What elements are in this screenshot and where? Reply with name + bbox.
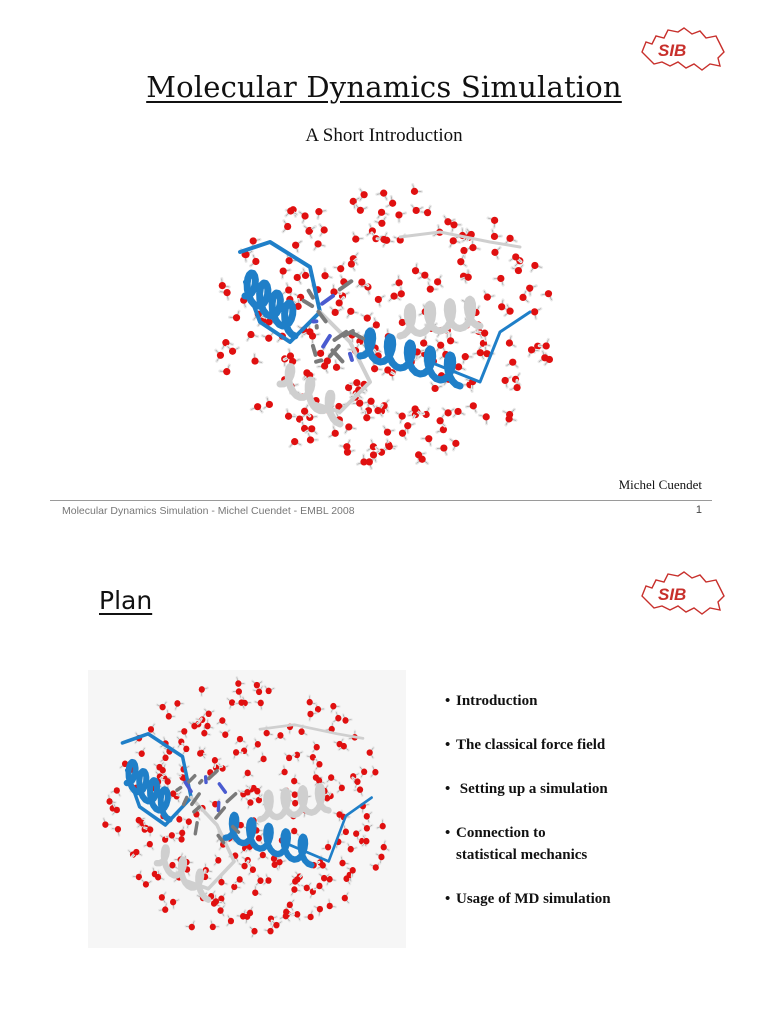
alpha-helix [400, 299, 480, 336]
water-molecule [434, 276, 442, 287]
water-molecule [279, 766, 288, 776]
water-molecule [333, 712, 341, 722]
water-molecule [236, 736, 246, 744]
water-molecule [320, 225, 328, 236]
water-molecule [491, 248, 500, 259]
water-molecule [307, 433, 318, 443]
water-molecule [484, 291, 494, 301]
water-molecule [362, 836, 369, 846]
water-molecule [283, 283, 293, 293]
sidechain-stick [304, 301, 312, 306]
water-molecule [348, 844, 357, 853]
water-molecule [377, 820, 386, 830]
water-molecule [258, 852, 268, 860]
sidechain-stick [322, 296, 333, 304]
water-molecule [251, 403, 262, 412]
water-molecule [329, 427, 339, 437]
water-molecule [174, 700, 183, 709]
water-molecule [233, 749, 242, 758]
water-molecule [133, 871, 142, 880]
water-molecule [364, 812, 372, 822]
water-molecule [111, 787, 120, 796]
water-molecule [347, 308, 357, 318]
water-molecule [314, 906, 323, 916]
water-molecule [246, 798, 254, 808]
sidechain-stick [227, 794, 235, 802]
plan-bullet: • Setting up a simulation [445, 781, 608, 797]
plan-bullet: • Usage of MD simulation [445, 891, 611, 907]
water-molecule [327, 774, 337, 782]
slide-subtitle: A Short Introduction [305, 125, 463, 146]
water-molecule [292, 241, 301, 252]
protein-water-image [200, 172, 570, 477]
water-molecule [294, 752, 302, 762]
water-molecule [510, 253, 521, 261]
sidechain-stick [316, 360, 321, 361]
water-molecule [531, 262, 541, 272]
water-molecule [256, 875, 263, 885]
sidechain-stick [177, 788, 181, 790]
sidechain-stick [350, 354, 352, 360]
water-molecule [186, 921, 195, 930]
water-molecule [136, 748, 145, 757]
water-molecule [314, 883, 324, 891]
sidechain-stick [200, 781, 202, 783]
water-molecule [334, 811, 343, 821]
water-molecule [326, 876, 335, 885]
water-molecule [542, 290, 552, 300]
water-molecule [370, 863, 379, 871]
water-molecule [239, 861, 248, 869]
water-molecule [255, 700, 264, 710]
water-molecule [227, 699, 235, 709]
water-molecule [166, 710, 175, 719]
plan-bullet: • Introduction [445, 693, 538, 709]
water-molecule [318, 362, 329, 372]
page-number: 1 [695, 504, 702, 516]
water-molecule [220, 289, 231, 300]
water-molecule [216, 350, 224, 361]
water-molecule [228, 346, 239, 354]
water-molecule [233, 688, 242, 697]
water-molecule [199, 686, 208, 696]
footer-text: Molecular Dynamics Simulation - Michel Cuendet - EMBL 2008 [62, 505, 355, 517]
water-molecule [258, 753, 266, 762]
water-molecule [334, 263, 344, 273]
water-molecule [284, 349, 294, 359]
water-molecule [450, 221, 461, 231]
water-molecule [466, 402, 477, 412]
sidechain-stick [185, 782, 191, 791]
water-molecule [262, 333, 273, 342]
water-molecule [360, 767, 367, 777]
water-molecule [356, 205, 367, 214]
water-molecule [330, 307, 341, 316]
water-molecule [290, 438, 301, 447]
alpha-helix [360, 331, 460, 386]
water-molecule [381, 841, 389, 850]
water-molecule [314, 240, 325, 249]
sib-logo-text: SIB [658, 585, 687, 604]
water-molecule [307, 696, 316, 706]
water-molecule [236, 699, 245, 708]
water-molecule [217, 717, 227, 725]
water-molecule [342, 893, 349, 903]
water-molecule [519, 291, 528, 302]
water-molecule [183, 744, 190, 754]
water-molecule [170, 899, 179, 909]
water-molecule [539, 351, 548, 362]
water-molecule [450, 237, 460, 247]
water-molecule [436, 415, 444, 426]
water-molecule [526, 285, 536, 296]
water-molecule [321, 269, 331, 280]
water-molecule [205, 709, 214, 717]
water-molecule [371, 767, 379, 777]
water-molecule [370, 318, 380, 328]
water-molecule [256, 833, 263, 843]
water-molecule [102, 818, 111, 827]
sidechain-stick [195, 823, 197, 834]
water-molecule [336, 298, 344, 309]
water-molecule [132, 849, 142, 857]
water-molecule [363, 824, 373, 832]
water-molecule [437, 444, 448, 454]
water-molecule [291, 775, 299, 785]
water-molecule [345, 423, 355, 433]
water-molecule [322, 841, 331, 851]
water-molecule [469, 241, 479, 252]
water-molecule [305, 911, 314, 920]
water-molecule [450, 439, 459, 450]
water-molecule [112, 826, 121, 836]
water-molecule [348, 259, 357, 270]
water-molecule [360, 189, 368, 200]
water-molecule [249, 864, 256, 874]
water-molecule [299, 212, 308, 223]
protein-water-image [88, 670, 406, 948]
sib-logo [636, 566, 728, 618]
water-molecule [235, 677, 244, 686]
water-molecule [250, 927, 258, 937]
water-molecule [251, 354, 261, 365]
water-molecule [231, 884, 240, 893]
water-molecule [276, 732, 286, 739]
water-molecule [230, 311, 241, 321]
water-molecule [340, 440, 351, 450]
water-molecule [280, 267, 291, 278]
water-molecule [506, 336, 516, 346]
water-molecule [505, 235, 516, 244]
water-molecule [210, 921, 219, 930]
water-molecule [307, 711, 316, 721]
water-molecule [265, 925, 274, 934]
water-molecule [431, 383, 442, 392]
water-molecule [204, 720, 213, 730]
water-molecule [247, 331, 257, 341]
water-molecule [512, 265, 523, 274]
water-molecule [283, 221, 291, 232]
water-molecule [376, 854, 384, 864]
water-molecule [462, 353, 473, 363]
water-molecule [214, 855, 221, 865]
water-molecule [420, 336, 430, 346]
water-molecule [252, 886, 261, 896]
water-molecule [503, 409, 514, 418]
water-molecule [377, 233, 388, 243]
water-molecule [367, 748, 374, 758]
water-molecule [393, 276, 403, 287]
sidechain-stick [309, 291, 313, 298]
plan-bullet: • Connection to statistical mechanics [445, 825, 588, 863]
water-molecule [395, 211, 405, 222]
water-molecule [502, 377, 512, 387]
water-molecule [264, 875, 272, 885]
water-molecule [353, 830, 361, 840]
water-molecule [327, 900, 336, 910]
sidechain-stick [323, 336, 330, 347]
water-molecule [144, 841, 153, 850]
water-molecule [265, 686, 274, 694]
sib-logo-text: SIB [658, 41, 687, 60]
water-molecule [219, 279, 229, 290]
water-molecule [491, 230, 502, 240]
water-molecule [178, 728, 187, 737]
water-molecule [384, 426, 395, 435]
water-molecule [361, 313, 372, 322]
sidechain-stick [332, 350, 342, 361]
water-molecule [227, 916, 234, 926]
water-molecule [176, 827, 185, 837]
water-molecule [217, 906, 224, 916]
water-molecule [422, 435, 433, 445]
water-molecule [264, 398, 273, 409]
protein-loop [260, 725, 363, 739]
water-molecule [291, 886, 300, 895]
water-molecule [339, 857, 348, 867]
sib-logo [636, 22, 728, 74]
water-molecule [316, 759, 323, 769]
plan-bullet-list [445, 690, 745, 932]
water-molecule [254, 739, 261, 749]
footer-divider [50, 500, 712, 501]
water-molecule [386, 196, 396, 206]
water-molecule [250, 255, 259, 266]
water-molecule [243, 770, 253, 778]
water-molecule [357, 455, 367, 466]
water-molecule [294, 272, 302, 283]
water-molecule [399, 428, 407, 439]
water-molecule [411, 185, 422, 195]
plan-title: Plan [99, 586, 153, 615]
water-molecule [479, 413, 489, 424]
water-molecule [237, 910, 246, 919]
water-molecule [220, 365, 231, 375]
water-molecule [412, 264, 422, 274]
water-molecule [220, 730, 229, 738]
sidechain-stick [313, 346, 316, 355]
water-molecule [235, 876, 245, 883]
water-molecule [330, 703, 339, 712]
plan-bullet: • The classical force field [445, 737, 606, 753]
water-molecule [342, 715, 351, 724]
water-molecule [377, 190, 388, 200]
water-molecule [473, 349, 483, 359]
water-molecule [305, 227, 314, 238]
water-molecule [159, 903, 168, 913]
slide-title: Molecular Dynamics Simulation [146, 70, 622, 104]
water-molecule [159, 893, 166, 903]
water-molecule [352, 233, 363, 243]
water-molecule [157, 702, 166, 710]
water-molecule [396, 413, 406, 423]
water-molecule [488, 217, 498, 228]
water-molecule [313, 742, 320, 752]
water-molecule [531, 308, 541, 318]
water-molecule [507, 359, 518, 368]
water-molecule [494, 275, 505, 285]
author-name: Michel Cuendet [618, 477, 702, 492]
sidechain-stick [219, 784, 225, 792]
water-molecule [375, 296, 385, 306]
water-molecule [285, 754, 295, 762]
water-molecule [142, 880, 151, 888]
water-molecule [434, 225, 444, 235]
water-molecule [337, 782, 345, 792]
water-molecule [315, 208, 326, 219]
